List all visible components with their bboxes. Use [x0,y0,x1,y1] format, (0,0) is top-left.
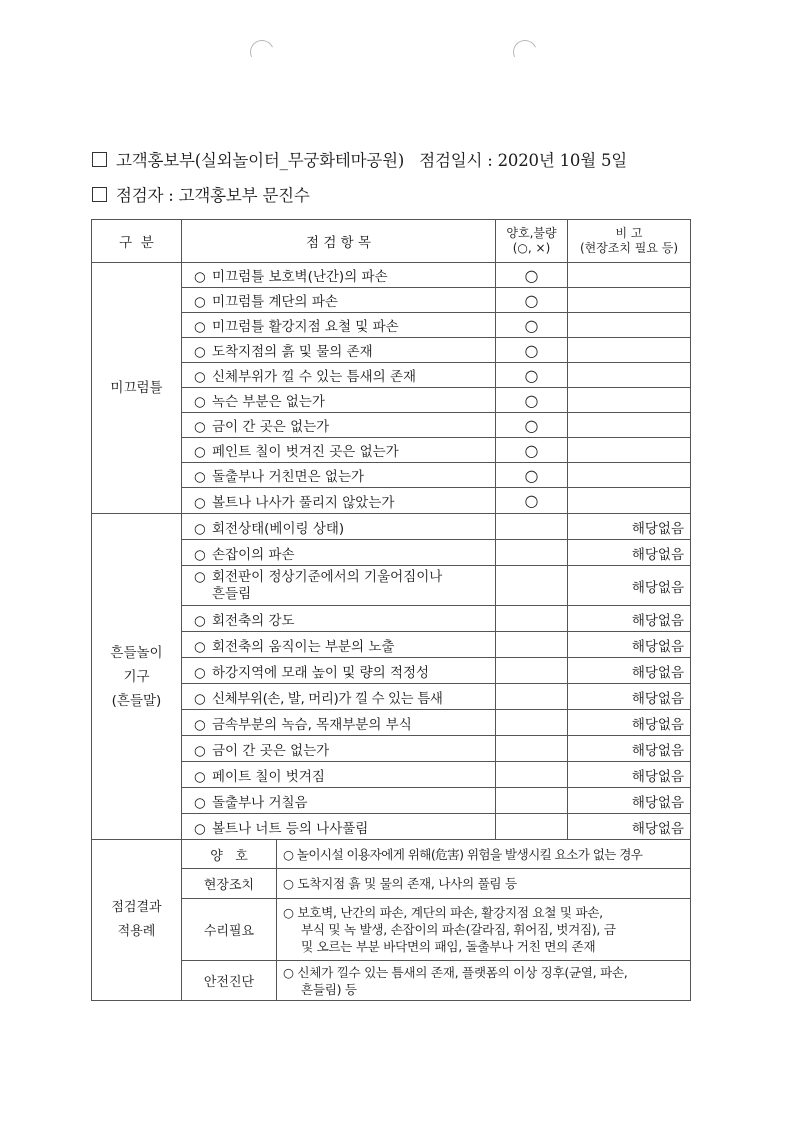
note-cell: 해당없음 [568,606,691,632]
check-item: ○ 금이 간 곳은 없는가 [182,736,496,762]
bullet-icon: ○ [194,794,206,811]
note-cell [568,263,691,288]
bullet-icon: ○ [194,469,206,485]
check-item: ○ 회전축의 움직이는 부분의 노출 [182,632,496,658]
header-title: 고객홍보부(실외놀이터_무궁화테마공원) 점검일시 : 2020년 10월 5일 [116,151,628,170]
result-label: 수리필요 [182,899,277,961]
result-desc-l2: 부식 및 녹 발생, 손잡이의 파손(갈라짐, 휘어짐, 벗겨짐), 금 [301,922,616,937]
header-line-2 [92,182,310,206]
result-desc-l2: 흔들림) 등 [301,981,357,997]
status-mark: ○ [496,438,568,463]
status-mark: ○ [496,263,568,288]
bullet-icon: ○ [194,294,206,310]
bullet-icon: ○ [194,394,206,410]
table-header-row [92,220,691,263]
check-item: ○ 페인트 칠이 벗겨진 곳은 없는가 [182,438,496,463]
check-item: ○ 회전상태(베이링 상태) [182,514,496,540]
check-item: ○ 신체부위(손, 발, 머리)가 낄 수 있는 틈새 [182,684,496,710]
check-item: ○ 회전판이 정상기준에서의 기울어짐이나 흔들림 [182,566,496,606]
check-item: ○ 금속부분의 녹슴, 목재부분의 부식 [182,710,496,736]
check-item: ○ 도착지점의 흙 및 물의 존재 [182,338,496,363]
table-row [92,658,691,684]
note-cell: 해당없음 [568,710,691,736]
header-note-l1: 비 고 [615,226,643,240]
header-category: 구 분 [92,220,182,263]
category-rocking-l2: 기구 [123,668,150,685]
status-mark: ○ [496,363,568,388]
bullet-icon: ○ [194,820,206,837]
table-row [92,540,691,566]
result-desc: ○ 놀이시설 이용자에게 위해(危害) 위험을 발생시킬 요소가 없는 경우 [277,840,691,869]
bullet-icon: ○ [194,444,206,460]
category-rocking-l3: (흔들말) [111,692,162,709]
check-item: ○ 녹슨 부분은 없는가 [182,388,496,413]
status-mark: ○ [496,338,568,363]
note-cell: 해당없음 [568,658,691,684]
note-cell: 해당없음 [568,736,691,762]
bullet-icon: ○ [194,344,206,360]
check-item-l2: 흔들림 [212,585,252,602]
note-cell: 해당없음 [568,814,691,840]
result-label: 양 호 [182,840,277,869]
note-cell [568,363,691,388]
status-mark [496,632,568,658]
status-mark [496,606,568,632]
table-row [92,288,691,313]
status-mark [496,566,568,606]
table-row [92,606,691,632]
check-item: ○ 금이 간 곳은 없는가 [182,413,496,438]
note-cell [568,488,691,514]
status-mark: ○ [496,388,568,413]
note-cell: 해당없음 [568,540,691,566]
note-cell [568,313,691,338]
table-row [92,263,691,288]
header-line-1 [92,147,627,171]
result-desc [277,899,691,961]
table-row [92,632,691,658]
checkbox-icon [92,152,107,167]
table-row [92,710,691,736]
status-mark: ○ [496,463,568,488]
result-label: 현장조치 [182,869,277,899]
bullet-icon: ○ [194,664,206,681]
bullet-icon: ○ [194,742,206,759]
table-row [92,338,691,363]
status-mark [496,710,568,736]
table-row [92,961,691,1001]
header-inspector: 점검자 : 고객홍보부 문진수 [116,186,310,205]
category-result [92,840,182,1001]
check-item: ○ 미끄럼틀 계단의 파손 [182,288,496,313]
result-desc: ○ 도착지점 흙 및 물의 존재, 나사의 풀림 등 [277,869,691,899]
punch-hole-right [510,37,541,68]
table-row [92,762,691,788]
result-desc-l3: 및 오르는 부분 바닥면의 패임, 돌출부나 거친 면의 존재 [301,939,596,954]
table-row [92,438,691,463]
category-slide: 미끄럼틀 [92,263,182,514]
result-desc [277,961,691,1001]
note-cell: 해당없음 [568,684,691,710]
header-status-l2: (○, ×) [512,241,551,255]
note-cell [568,388,691,413]
check-item: ○ 돌출부나 거친면은 없는가 [182,463,496,488]
category-rocking-l1: 흔들놀이 [110,644,163,661]
table-row [92,566,691,606]
note-cell [568,463,691,488]
note-cell [568,413,691,438]
table-row [92,463,691,488]
bullet-icon: ○ [194,638,206,655]
check-item: ○ 손잡이의 파손 [182,540,496,566]
status-mark [496,814,568,840]
note-cell: 해당없음 [568,762,691,788]
inspection-table [91,219,691,1001]
check-item: ○ 볼트나 나사가 풀리지 않았는가 [182,488,496,514]
check-item: ○ 볼트나 너트 등의 나사풀림 [182,814,496,840]
bullet-icon: ○ [194,612,206,629]
note-cell [568,438,691,463]
check-item: ○ 페이트 칠이 벗겨짐 [182,762,496,788]
check-item: ○ 돌출부나 거칠음 [182,788,496,814]
bullet-icon: ○ [194,768,206,785]
note-cell: 해당없음 [568,632,691,658]
check-item: ○ 신체부위가 낄 수 있는 틈새의 존재 [182,363,496,388]
table-row [92,869,691,899]
table-row [92,840,691,869]
bullet-icon: ○ [194,520,206,537]
table-row [92,363,691,388]
status-mark: ○ [496,313,568,338]
bullet-icon: ○ [194,319,206,335]
bullet-icon: ○ [194,269,206,285]
note-cell: 해당없음 [568,566,691,606]
bullet-icon: ○ [194,568,206,585]
result-desc-l1: ○ 신체가 낄수 있는 틈새의 존재, 플랫폼의 이상 징후(균열, 파손, [283,964,628,980]
status-mark: ○ [496,488,568,514]
result-label: 안전진단 [182,961,277,1001]
punch-hole-left [247,37,278,68]
table-row [92,814,691,840]
header-status [496,220,568,263]
category-result-l1: 점검결과 [111,900,162,915]
bullet-icon: ○ [194,546,206,563]
check-item: ○ 회전축의 강도 [182,606,496,632]
check-item: ○ 미끄럼틀 활강지점 요철 및 파손 [182,313,496,338]
status-mark [496,658,568,684]
note-cell [568,338,691,363]
bullet-icon: ○ [194,419,206,435]
table-row [92,899,691,961]
table-row [92,413,691,438]
bullet-icon: ○ [194,494,206,511]
table-row [92,684,691,710]
table-row [92,514,691,540]
table-row [92,788,691,814]
check-item: ○ 하강지역에 모래 높이 및 량의 적정성 [182,658,496,684]
table-row [92,488,691,514]
table-row [92,736,691,762]
header-item: 점 검 항 목 [182,220,496,263]
status-mark [496,788,568,814]
header-note-l2: (현장조치 필요 등) [579,241,679,255]
table-row [92,313,691,338]
bullet-icon: ○ [194,369,206,385]
header-note [568,220,691,263]
bullet-icon: ○ [194,716,206,733]
check-item: ○ 미끄럼틀 보호벽(난간)의 파손 [182,263,496,288]
status-mark [496,514,568,540]
table-row [92,388,691,413]
status-mark: ○ [496,288,568,313]
note-cell [568,288,691,313]
note-cell: 해당없음 [568,514,691,540]
status-mark [496,736,568,762]
status-mark [496,540,568,566]
header-status-l1: 양호,불량 [506,226,557,240]
bullet-icon: ○ [194,690,206,707]
result-desc-l1: ○ 보호벽, 난간의 파손, 계단의 파손, 활강지점 요철 및 파손, [283,905,603,920]
checkbox-icon [92,187,107,202]
status-mark [496,762,568,788]
note-cell: 해당없음 [568,788,691,814]
category-result-l2: 적용례 [117,924,156,939]
status-mark: ○ [496,413,568,438]
category-rocking [92,514,182,840]
status-mark [496,684,568,710]
